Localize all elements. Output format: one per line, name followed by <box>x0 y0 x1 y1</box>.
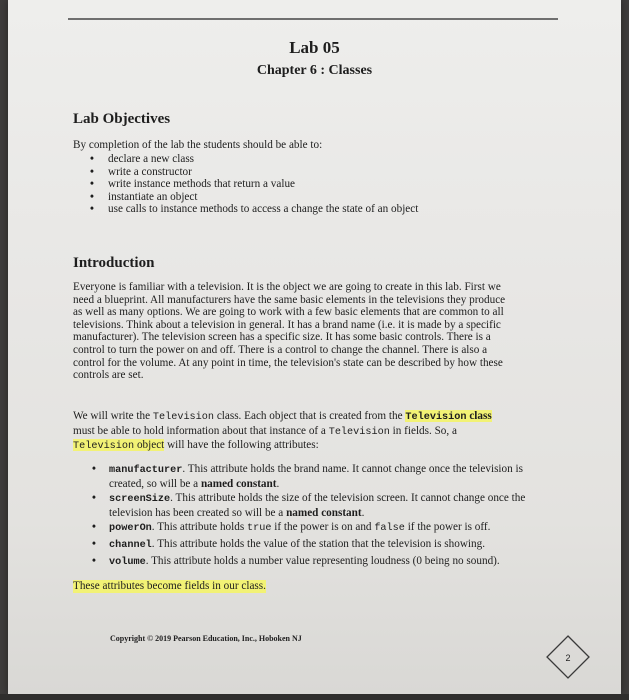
text-line: must be able to hold information about that instance of a Television in fields. So, a <box>73 424 457 438</box>
page-number: 2 <box>565 653 571 663</box>
text-line: Everyone is familiar with a television. It is the object we are going to create in this lab. First we <box>73 281 501 293</box>
list-item: • use calls to instance methods to access a change the state of an object <box>90 203 418 216</box>
television-paragraph <box>73 410 551 454</box>
text-line: We will write the Television class. Each object that is created from the Television class <box>73 410 492 423</box>
header-rule <box>68 18 558 20</box>
objectives-list <box>90 153 418 216</box>
attributes-list <box>92 463 552 571</box>
introduction-heading: Introduction <box>73 255 155 271</box>
page-number-badge <box>545 634 591 680</box>
text-line: control to turn the power on and off. There is a control to change the channel. There is also a <box>73 343 488 356</box>
text-line: controls are set. <box>73 369 144 382</box>
list-item: • declare a new class <box>90 153 418 166</box>
objectives-intro: By completion of the lab the students should be able to: <box>73 139 323 151</box>
attribute-screensize: • screenSize. This attribute holds the size of the television screen. It cannot change once the television has been created so will be a named constant. <box>92 492 552 519</box>
text-line: as well as many options. We are going to work with a few basic elements that are common to all <box>73 306 504 319</box>
attribute-manufacturer: • manufacturer. This attribute holds the brand name. It cannot change once the television is created, so will be a named constant. <box>92 463 552 490</box>
list-item: • instantiate an object <box>90 191 418 204</box>
closing-note: These attributes become fields in our class. <box>73 580 266 592</box>
text-line: need a blueprint. All manufacturers have the same basic elements in the televisions they produce <box>73 293 506 306</box>
code-television: Television <box>152 412 215 423</box>
objectives-heading: Lab Objectives <box>73 111 171 127</box>
attribute-poweron: • powerOn. This attribute holds true if the power is on and false if the power is off. <box>92 521 552 536</box>
code-television: Television <box>328 426 390 438</box>
highlighted-text: Television class <box>405 410 492 423</box>
chapter-subtitle: Chapter 6 : Classes <box>256 63 373 78</box>
highlighted-text: Television object <box>73 439 165 453</box>
attribute-channel: • channel. This attribute holds the value of the station that the television is showing. <box>92 538 552 553</box>
attribute-volume: • volume. This attribute holds a number value representing loudness (0 being no sound). <box>92 555 552 570</box>
list-item: • write a constructor <box>90 166 418 179</box>
text-line: Television object will have the following attributes: <box>73 439 319 453</box>
text-line: control for the volume. At any point in time, the television's state can be described by how these <box>73 356 503 369</box>
text-line: televisions. Think about a television in general. It has a brand name (i.e. it is made by a specific <box>73 318 501 331</box>
copyright-notice: Copyright © 2019 Pearson Education, Inc., Hoboken NJ <box>110 634 302 643</box>
lab-title: Lab 05 <box>289 38 340 57</box>
bottom-edge <box>0 694 629 700</box>
introduction-paragraph <box>73 281 551 382</box>
list-item: • write instance methods that return a value <box>90 178 418 191</box>
text-line: manufacturer). The television screen has a specific size. It has some basic controls. There is a <box>73 331 491 344</box>
